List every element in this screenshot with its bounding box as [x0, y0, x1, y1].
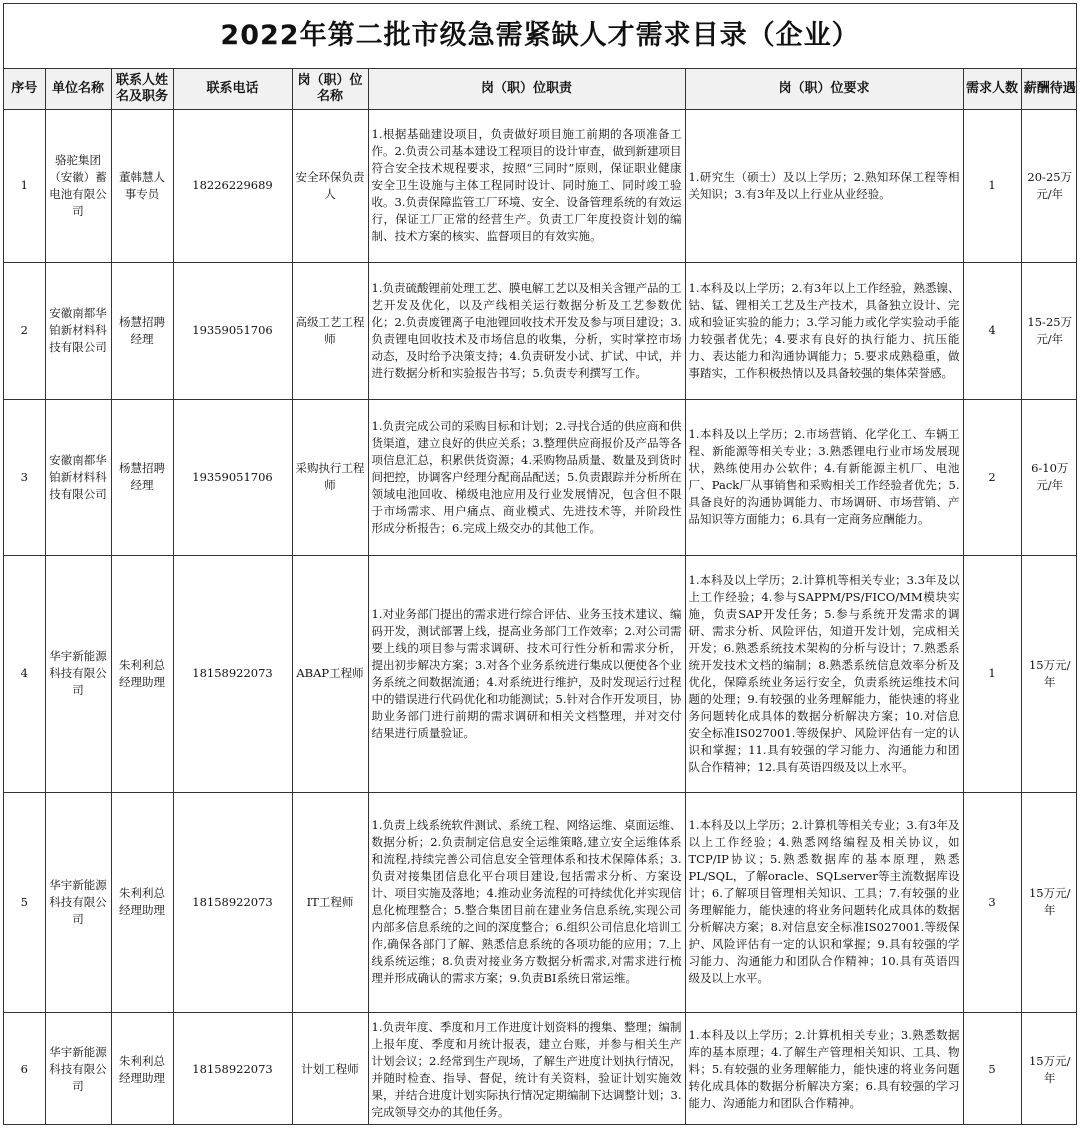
header-count: 需求人数: [963, 69, 1021, 109]
cell-no: 6: [4, 1012, 45, 1125]
cell-duties: 1.根据基础建设项目，负责做好项目施工前期的各项准备工作。2.负责公司基本建设工程项目的设计审查，做到新建项目符合安全技术规程要求，按照“三同时”原则，保证职业健康安全卫生设施与主体工程同时设计、同时施工、同时竣工验收。3.负责保障监管工厂环境、安全、设备管理系统的有效运行，保证工厂正常的经营生产。负责工厂年度投资计划的编制、技术方案的核实、监督项目的有效实施。: [368, 109, 685, 262]
header-salary: 薪酬待遇: [1021, 69, 1077, 109]
cell-contact: 朱利利总经理助理: [111, 555, 173, 792]
cell-salary: 20-25万元/年: [1021, 109, 1077, 262]
table-header-row: [4, 69, 1077, 109]
cell-position: 计划工程师: [292, 1012, 368, 1125]
cell-company: 华宇新能源科技有限公司: [45, 1012, 111, 1125]
cell-duties: 1.负责完成公司的采购目标和计划；2.寻找合适的供应商和供货渠道，建立良好的供应关系；3.整理供应商报价及产品等各项信息汇总，积累供货资源；4.采购物品质量、数量及到货时间把控，协调客户经理分配商品配送；5.负责跟踪并分析所在领域电池回收、梯级电池应用及行业发展情况，包含但不限于市场需求、用户痛点、商业模式、先进技术等，并阶段性形成分析报告；6.完成上级交办的其他工作。: [368, 399, 685, 555]
cell-no: 5: [4, 792, 45, 1012]
header-contact: 联系人姓名及职务: [111, 69, 173, 109]
table-row: [4, 1012, 1077, 1125]
cell-phone: 19359051706: [173, 399, 292, 555]
cell-phone: 19359051706: [173, 262, 292, 399]
cell-requirements: 1.本科及以上学历；2.市场营销、化学化工、车辆工程、新能源等相关专业；3.熟悉锂电行业市场发展现状，熟练使用办公软件；4.有新能源主机厂、电池厂、Pack厂从事销售和采购相关工作经验者优先；5.具备良好的沟通协调能力、市场调研、市场营销、产品知识等方面能力；6.具有一定商务应酬能力。: [685, 399, 963, 555]
header-duties: 岗（职）位职责: [368, 69, 685, 109]
cell-contact: 朱利利总经理助理: [111, 792, 173, 1012]
cell-position: 采购执行工程师: [292, 399, 368, 555]
cell-requirements: 1.本科及以上学历；2.计算机等相关专业；3.有3年及以上工作经验；4.熟悉网络编程及相关协议，如TCP/IP协议；5.熟悉数据库的基本原理，熟悉PL/SQL，了解oracle、SQLserver等主流数据库设计；6.了解项目管理相关知识、工具；7.有较强的业务理解能力，能快速的将业务问题转化成具体的数据分析解决方案；8.对信息安全标准IS027001.等级保护、风险评估有一定的认识和掌握；9.具有较强的学习能力、沟通能力和团队合作精神；10.具有英语四级及以上水平。: [685, 792, 963, 1012]
cell-requirements: 1.本科及以上学历；2.计算机等相关专业；3.3年及以上工作经验；4.参与SAPPM/PS/FICO/MM模块实施，负责SAP开发任务；5.参与系统开发需求的调研、需求分析、风险评估，知道开发计划，完成相关开发；6.熟悉系统技术架构的分析与设计；7.熟悉系统开发技术文档的编制；8.熟悉系统信息效率分析及优化，保障系统业务运行安全，负责系统运维技术问题的处理；9.有较强的业务理解能力，能快速的将业务问题转化成具体的数据分析解决方案；10.对信息安全标准IS027001.等级保护、风险评估有一定的认识和掌握；11.具有较强的学习能力、沟通能力和团队合作精神；12.具有英语四级及以上水平。: [685, 555, 963, 792]
cell-duties: 1.负责硫酸锂前处理工艺、膜电解工艺以及相关含锂产品的工艺开发及优化，以及产线相关运行数据分析及工艺参数优化；2.负责废锂离子电池锂回收技术开发及参与项目建设；3.负责锂电回收技术及市场信息的收集，分析，实时掌控市场动态，及时给予决策支持；4.负责研发小试、扩试、中试，并进行数据分析和实验报告书写；5.负责专利撰写工作。: [368, 262, 685, 399]
cell-salary: 15万元/年: [1021, 555, 1077, 792]
cell-company: 华宇新能源科技有限公司: [45, 792, 111, 1012]
cell-phone: 18158922073: [173, 555, 292, 792]
cell-position: 高级工艺工程师: [292, 262, 368, 399]
cell-company: 华宇新能源科技有限公司: [45, 555, 111, 792]
cell-position: ABAP工程师: [292, 555, 368, 792]
cell-no: 3: [4, 399, 45, 555]
cell-count: 1: [963, 555, 1021, 792]
cell-contact: 杨慧招聘经理: [111, 399, 173, 555]
header-position: 岗（职）位名称: [292, 69, 368, 109]
cell-no: 2: [4, 262, 45, 399]
cell-salary: 15万元/年: [1021, 1012, 1077, 1125]
table-row: [4, 792, 1077, 1012]
table-row: [4, 262, 1077, 399]
table-row: [4, 109, 1077, 262]
cell-contact: 董韩慧人事专员: [111, 109, 173, 262]
cell-company: 安徽南都华铂新材料科技有限公司: [45, 399, 111, 555]
table-row: [4, 399, 1077, 555]
cell-duties: 1.负责年度、季度和月工作进度计划资料的搜集、整理；编制上报年度、季度和月统计报表，建立台账，并参与相关生产计划会议；2.经常到生产现场，了解生产进度计划执行情况，并随时检查、指导、督促，统计有关资料，验证计划实施效果，并结合进度计划实际执行情况定期编制下达调整计划；3.完成领导交办的其他任务。: [368, 1012, 685, 1125]
cell-position: IT工程师: [292, 792, 368, 1012]
cell-salary: 15万元/年: [1021, 792, 1077, 1012]
cell-phone: 18158922073: [173, 792, 292, 1012]
document-title: 2022年第二批市级急需紧缺人才需求目录（企业）: [4, 4, 1076, 69]
cell-no: 1: [4, 109, 45, 262]
cell-contact: 杨慧招聘经理: [111, 262, 173, 399]
cell-salary: 15-25万元/年: [1021, 262, 1077, 399]
cell-requirements: 1.本科及以上学历；2.计算机相关专业；3.熟悉数据库的基本原理；4.了解生产管理相关知识、工具、物料；5.有较强的业务理解能力，能快速的将业务问题转化成具体的数据分析解决方案；6.具有较强的学习能力、沟通能力和团队合作精神。: [685, 1012, 963, 1125]
cell-no: 4: [4, 555, 45, 792]
header-no: 序号: [4, 69, 45, 109]
header-company: 单位名称: [45, 69, 111, 109]
cell-phone: 18226229689: [173, 109, 292, 262]
table-row: [4, 555, 1077, 792]
header-requirements: 岗（职）位要求: [685, 69, 963, 109]
cell-phone: 18158922073: [173, 1012, 292, 1125]
cell-count: 2: [963, 399, 1021, 555]
cell-contact: 朱利利总经理助理: [111, 1012, 173, 1125]
cell-requirements: 1.本科及以上学历；2.有3年以上工作经验，熟悉镍、钴、锰、锂相关工艺及生产技术，具备独立设计、完成和验证实验的能力；3.学习能力或化学实验动手能力较强者优先；4.要求有良好的执行能力、抗压能力、表达能力和沟通协调能力；5.要求成熟稳重，做事踏实，工作积极热情以及具备较强的集体荣誉感。: [685, 262, 963, 399]
cell-position: 安全环保负责人: [292, 109, 368, 262]
cell-count: 1: [963, 109, 1021, 262]
talent-demand-table: [4, 69, 1077, 1125]
cell-count: 5: [963, 1012, 1021, 1125]
cell-count: 3: [963, 792, 1021, 1012]
cell-company: 安徽南都华铂新材料科技有限公司: [45, 262, 111, 399]
cell-requirements: 1.研究生（硕士）及以上学历；2.熟知环保工程等相关知识；3.有3年及以上行业从业经验。: [685, 109, 963, 262]
cell-company: 骆驼集团（安徽）蓄电池有限公司: [45, 109, 111, 262]
document-page: [3, 3, 1077, 1125]
cell-count: 4: [963, 262, 1021, 399]
cell-duties: 1.对业务部门提出的需求进行综合评估、业务玉技术建议、编码开发，测试部署上线，提高业务部门工作效率；2.对公司需要上线的项目参与需求调研、技术可行性分析和需求分析，提出初步解决方案；3.对各个业务系统进行集成以便使各个业务系统之间数据流通；4.对系统进行维护，及时发现运行过程中的错误进行代码优化和功能测试；5.针对合作开发项目，协助业务部门进行前期的需求调研和相关文档整理，并对交付结果进行质量验证。: [368, 555, 685, 792]
cell-duties: 1.负责上线系统软件测试、系统工程、网络运维、桌面运维、数据分析；2.负责制定信息安全运维策略,建立安全运维体系和流程,持续完善公司信息安全管理体系和技术保障体系；3.负责对接集团信息化平台项目建设,包括需求分析、方案设计、项目实施及落地；4.推动业务流程的可持续优化并实现信息化梳理整合；5.整合集团目前在建业务信息系统,实现公司内部多信息系统的之间的深度整合；6.组织公司信息化培训工作,确保各部门了解、熟悉信息系统的各项功能的应用；7.上线系统运维；8.负责对接业务方数据分析需求,对需求进行梳理并形成确认的需求方案；9.负责BI系统日常运维。: [368, 792, 685, 1012]
cell-salary: 6-10万元/年: [1021, 399, 1077, 555]
header-phone: 联系电话: [173, 69, 292, 109]
